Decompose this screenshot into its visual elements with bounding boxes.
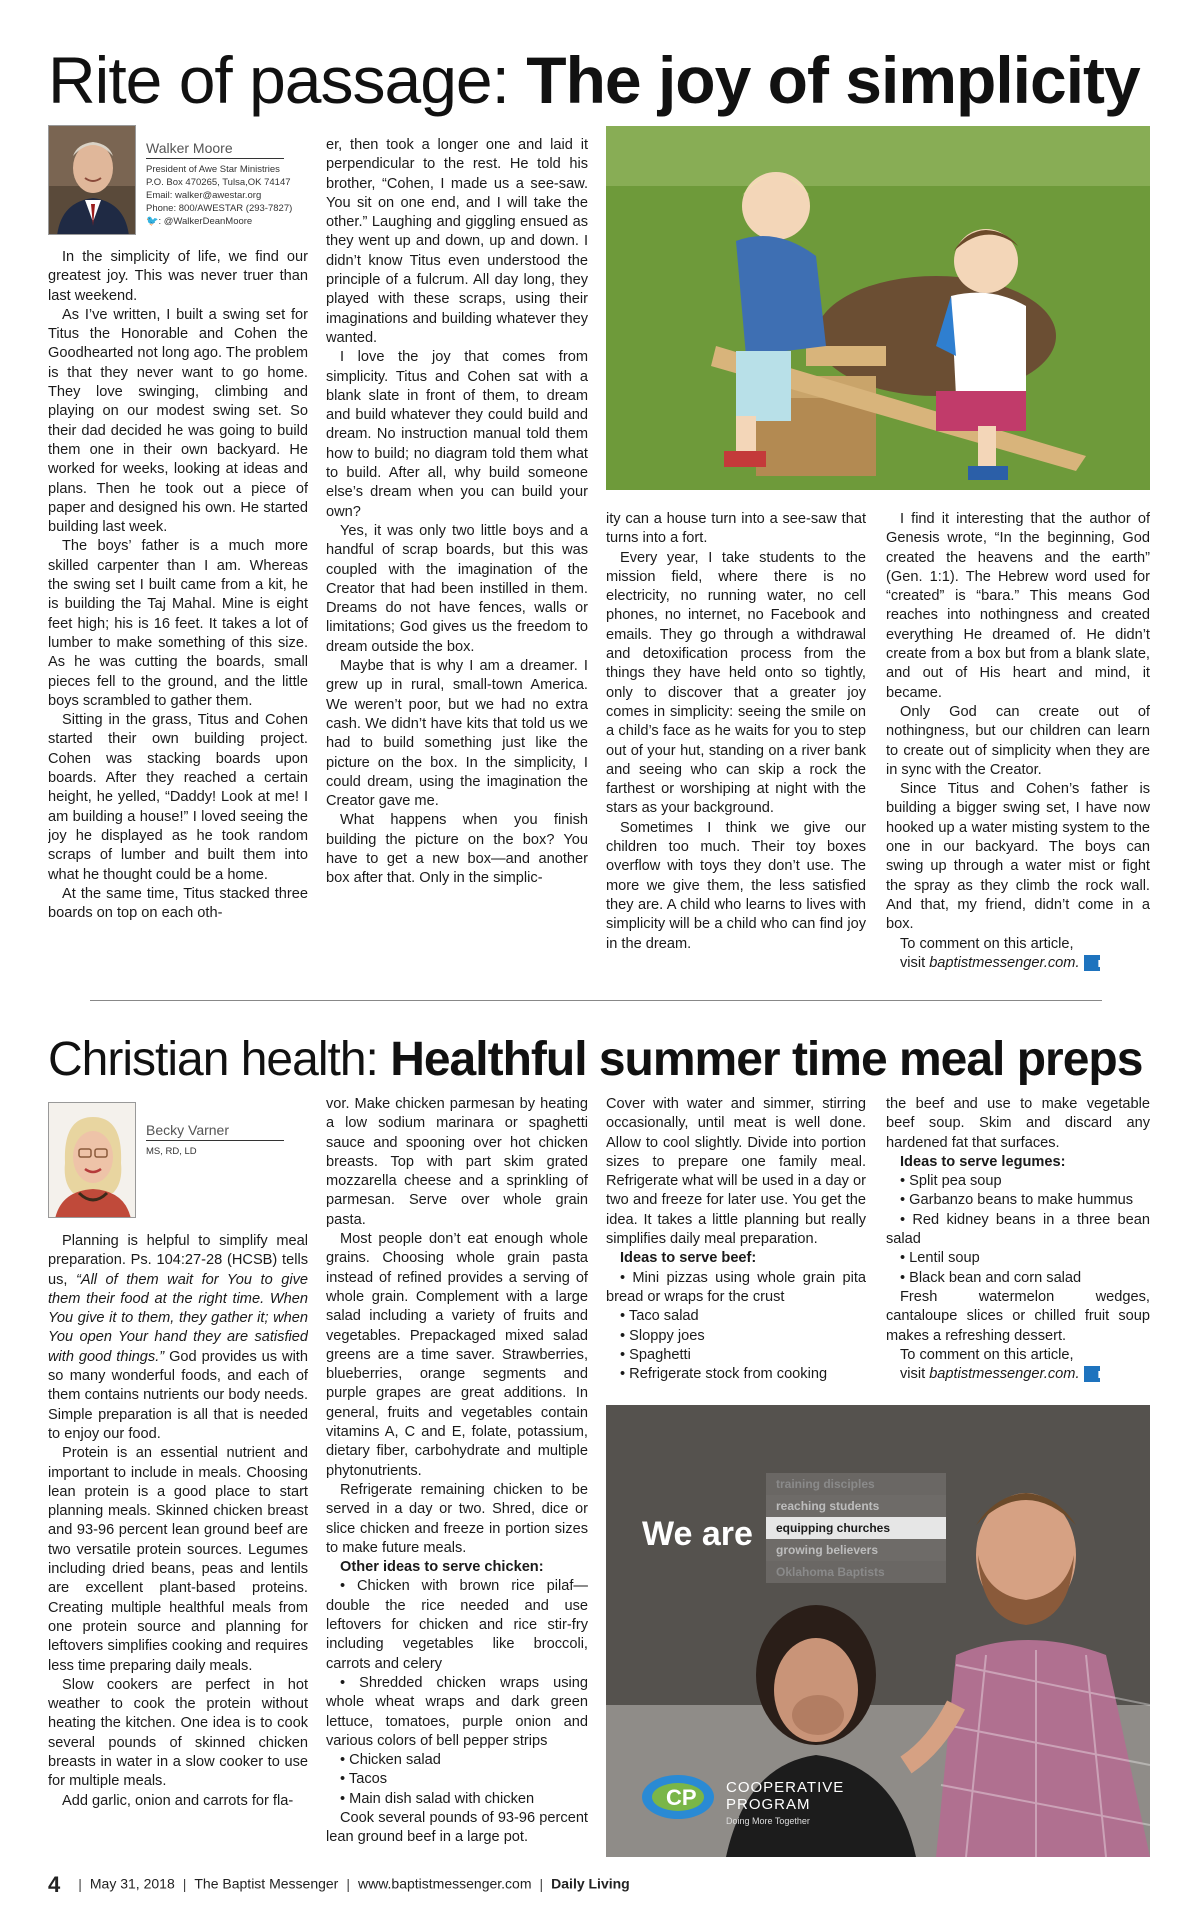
list-item: • Shredded chicken wraps using whole wheat wraps and dark green lettuce, tomatoes, purple onion and various colors of bell pepper strips xyxy=(326,1674,588,1749)
comment-link[interactable]: baptistmessenger.com. xyxy=(929,1366,1080,1383)
comment-line: To comment on this article, xyxy=(900,935,1074,952)
article2-column-1: Planning is helpful to simplify meal preparation. Ps. 104:27-28 (HCSB) tells us, “All of them wait for You to give them their food at the right time. When You give it to them, they gather it; when You open Your hand they are satisfied with good things.” God provides us with so many wonderful foods, and each of them contains nutrients our body needs. Simple preparation is all that is needed to enjoy our food. Protein is an essential nutrient and important to include in meals. Choosing lean protein is a good place to start planning meals. Skinned chicken breast and 93-96 percent lean ground beef are two versatile protein sources. Legumes including dried beans, peas and lentils are excellent plant-based proteins. Creating multiple healthful meals from one protein source and planning for leftovers simplifies cooking and requires less time preparing daily meals. Slow cookers are perfect in hot weather to cook the protein without heating the kitchen. One idea is to cook several pounds of skinned chicken breasts in water in a slow cooker to use for multiple meals. Add garlic, onion and carrots for fla- xyxy=(48,1233,308,1809)
messenger-logo-icon: m xyxy=(1084,1366,1100,1382)
author-credentials: MS, RD, LD xyxy=(146,1146,197,1157)
list-item: • Chicken salad xyxy=(340,1752,441,1769)
chicken-ideas-heading: Other ideas to serve chicken: xyxy=(340,1559,544,1576)
photo-boys-seesaw xyxy=(606,126,1150,490)
article1-headline: Rite of passage: The joy of simplicity xyxy=(48,43,1140,117)
comment-link[interactable]: baptistmessenger.com. xyxy=(929,954,1080,971)
list-item: • Spaghetti xyxy=(620,1346,691,1363)
article2-headline: Christian health: Healthful summer time meal preps xyxy=(48,1033,1143,1086)
list-item: • Main dish salad with chicken xyxy=(340,1790,535,1807)
footer-paper: The Baptist Messenger xyxy=(194,1875,339,1892)
article1-column-4: I find it interesting that the author of Genesis wrote, “In the beginning, God created the heavens and the earth” (Gen. 1:1). The Hebrew word used for “created” is “bara.” This means God reaches into nothingness and created everything He dreamed of. He didn’t create from a box but from a blank slate, and out of His heart and mind, it became. Only God can create out of nothingness, but our children can learn to create out of simplicity when they are in sync with the Creator. Since Titus and Cohen’s father is building a bigger swing set, I have now hooked up a water misting system to the one in our backyard. The boys can swing up through a water mist or fight the spray as they climb the rock wall. And that, my friend, didn’t come in a box. To comment on this article, visit baptistmessenger.com. m xyxy=(886,511,1150,971)
article1-column-1: In the simplicity of life, we find our greatest joy. This was never truer than last weekend. As I’ve written, I built a swing set for Titus the Honorable and Cohen the Goodhearted not long ago. The problem is that they never want to go home. They love swinging, climbing and playing on our modest swing set. So their dad decided he was going to build them one in their own backyard. He worked for weeks, looking at ideas and plans. Then he took out a piece of paper and designed his own. He started building last week. The boys’ father is a much more skilled carpenter than I am. Whereas the swing set I built came from a kit, he is building the Taj Mahal. Mine is eight feet high; his is 16 feet. It takes a lot of lumber to make something of this size. As he was cutting the boards, small pieces fell to the ground, and the little boys scrambled to gather them. Sitting in the grass, Titus and Cohen started their own building project. Cohen was stacking boards upon boards. After they reached a certain height, he yelled, “Daddy! Look at me! I am building a house!” I loved seeing the joy he displayed as he took random scraps of lumber and built them into what he thought could be a home. At the same time, Titus stacked three boards on top on each oth- xyxy=(48,249,308,922)
list-item: • Sloppy joes xyxy=(620,1327,705,1344)
list-item: • Refrigerate stock from cooking xyxy=(620,1366,828,1383)
list-item: • Black bean and corn salad xyxy=(900,1269,1082,1286)
list-item: • Lentil soup xyxy=(900,1250,980,1267)
footer-date: May 31, 2018 xyxy=(89,1875,175,1892)
article2-column-2: vor. Make chicken parmesan by heating a low sodium marinara or spaghetti sauce and spooning over hot chicken breasts. Top with part skim grated mozzarella cheese and a sprinkling of parmesan. Serve over whole grain pasta. Most people don’t eat enough whole grains. Choosing whole grain pasta instead of refined provides a serving of whole grain. Complement with a large salad including a variety of fruits and vegetables. Prepackaged mixed salad greens are a time saver. Strawberries, blueberries, orange segments and purple grapes are great additions. In general, fruits and vegetables contain vitamins A, C and E, folate, potassium, dietary fiber, carbohydrate and multiple phytonutrients. Refrigerate remaining chicken to be served in a day or two. Shred, dice or slice chicken and freeze in portion sizes to make future meals. Other ideas to serve chicken: • Chicken with brown rice pilaf—double the rice needed and use leftovers for chicken and rice stir-fry including vegetables like broccoli, carrots and celery • Shredded chicken wraps using whole wheat wraps and dark green lettuce, tomatoes, purple onion and various colors of bell pepper strips • Chicken salad • Tacos • Main dish salad with chicken Cook several pounds of 93-96 percent lean ground beef in a large pot. xyxy=(326,1096,588,1846)
twitter-icon: 🐦 xyxy=(146,216,159,227)
author-name: Walker Moore xyxy=(146,140,233,156)
list-item: • Red kidney beans in a three bean salad xyxy=(886,1211,1150,1248)
author-rule xyxy=(146,1140,284,1141)
list-item: • Chicken with brown rice pilaf—double the rice needed and use leftovers for chicken and rice stir-fry including vegetables like broccoli, carrots and celery xyxy=(326,1578,588,1672)
article2-column-3: Cover with water and simmer, stirring occasionally, until meat is well done. Allow to cool slightly. Divide into portion sizes to prepare one family meal. Refrigerate what will be used in a day or two and freeze for later use. You get the idea. It takes a little planning but really simplifies daily meal preparation. Ideas to serve beef: • Mini pizzas using whole grain pita bread or wraps for the crust • Taco salad • Sloppy joes • Spaghetti • Refrigerate stock from cooking xyxy=(606,1095,866,1395)
author-name: Becky Varner xyxy=(146,1122,229,1138)
section-divider xyxy=(90,1000,1102,1001)
legume-ideas-heading: Ideas to serve legumes: xyxy=(900,1153,1066,1170)
messenger-logo-icon: m xyxy=(1084,955,1100,971)
ad-phrase-list: training disciples reaching students equipping churches growing believers Oklahoma Baptists xyxy=(766,1473,946,1583)
page-number: 4 xyxy=(48,1872,61,1897)
comment-line: To comment on this article, xyxy=(900,1346,1074,1363)
article1-column-3: ity can a house turn into a see-saw that turns into a fort. Every year, I take students to the mission field, where there is no electricity, no running water, no cell phones, no internet, no Facebook and emails. They go through a withdrawal and detoxification process from the things they have held onto so tightly, only to discover that a greater joy comes in simplicity: seeing the smile on a child’s face as he waits for you to step out of your hut, standing on a river bank and seeing who can skip a rock the farthest or worshiping at night with the stars as your background. Sometimes I think we give our children too much. Their toy boxes overflow with toys they don’t use. The more we give them, the less satisfied they are. A child who learns to lives with simplicity will be a child who can find joy in the dream. xyxy=(606,511,866,952)
cooperative-program-ad xyxy=(606,1405,1150,1857)
list-item: • Taco salad xyxy=(620,1308,699,1325)
article1-column-2: er, then took a longer one and laid it perpendicular to the rest. He told his brother, “Cohen, I made us a see-saw. You sit on one end, and I will take the other.” Laughing and giggling ensued as they went up and down, up and down. I didn’t know Titus even understood the principle of a fulcrum. All day long, they played with these scraps, using their imaginations and building whatever they wanted. I love the joy that comes from simplicity. Titus and Cohen sat with a blank slate in front of them, to dream and build whatever they could build and dream. No instruction manual told them how to build; no diagram told them what to build. After all, why build someone else’s dream when you can build your own? Yes, it was only two little boys and a handful of scrap boards, but this was coupled with the imagination of the Creator that had been instilled in them. Dreams do not have fences, walls or limitations; God gives us the freedom to dream outside the box. Maybe that is why I am a dreamer. I grew up in rural, small-town America. We weren’t poor, but we had no extra cash. We didn’t have kits that told us we had to build something just like the picture on the box. In the simplicity, I could dream, using the imagination the Creator gave me. What happens when you finish building the picture on the box? You have to get a new box—and another box after that. Only in the simplic- xyxy=(326,137,588,887)
list-item: • Tacos xyxy=(340,1771,388,1788)
author-rule xyxy=(146,158,284,159)
ad-we-are: We are xyxy=(642,1515,753,1553)
author-photo-walker-moore xyxy=(48,125,136,235)
article2-column-4: the beef and use to make vegetable beef soup. Skim and discard any hardened fat that surfaces. Ideas to serve legumes: • Split pea soup • Garbanzo beans to make hummus • Red kidney beans in a three bean salad • Lentil soup • Black bean and corn salad Fresh watermelon wedges, cantaloupe slices or chilled fruit soup makes a refreshing dessert. To comment on this article, visit baptistmessenger.com. m xyxy=(886,1096,1150,1383)
cooperative-program-logo: COOPERATIVE PROGRAM Doing More Together xyxy=(726,1779,845,1826)
beef-ideas-heading: Ideas to serve beef: xyxy=(620,1250,757,1267)
author-contact-info: President of Awe Star Ministries P.O. Box 470265, Tulsa,OK 74147 Email: walker@awestar.org Phone: 800/AWESTAR (293-7827) 🐦: @WalkerDeanMoore xyxy=(146,164,293,227)
footer-section: Daily Living xyxy=(551,1875,630,1892)
author-photo-becky-varner xyxy=(48,1102,136,1218)
list-item: • Mini pizzas using whole grain pita bread or wraps for the crust xyxy=(606,1269,866,1305)
footer-url: www.baptistmessenger.com xyxy=(357,1875,532,1892)
list-item: • Garbanzo beans to make hummus xyxy=(900,1192,1134,1209)
svg-text:CP: CP xyxy=(666,1785,697,1810)
page-footer: 4 | May 31, 2018 | The Baptist Messenger | www.baptistmessenger.com | Daily Living xyxy=(48,1872,630,1897)
list-item: • Split pea soup xyxy=(900,1173,1002,1190)
